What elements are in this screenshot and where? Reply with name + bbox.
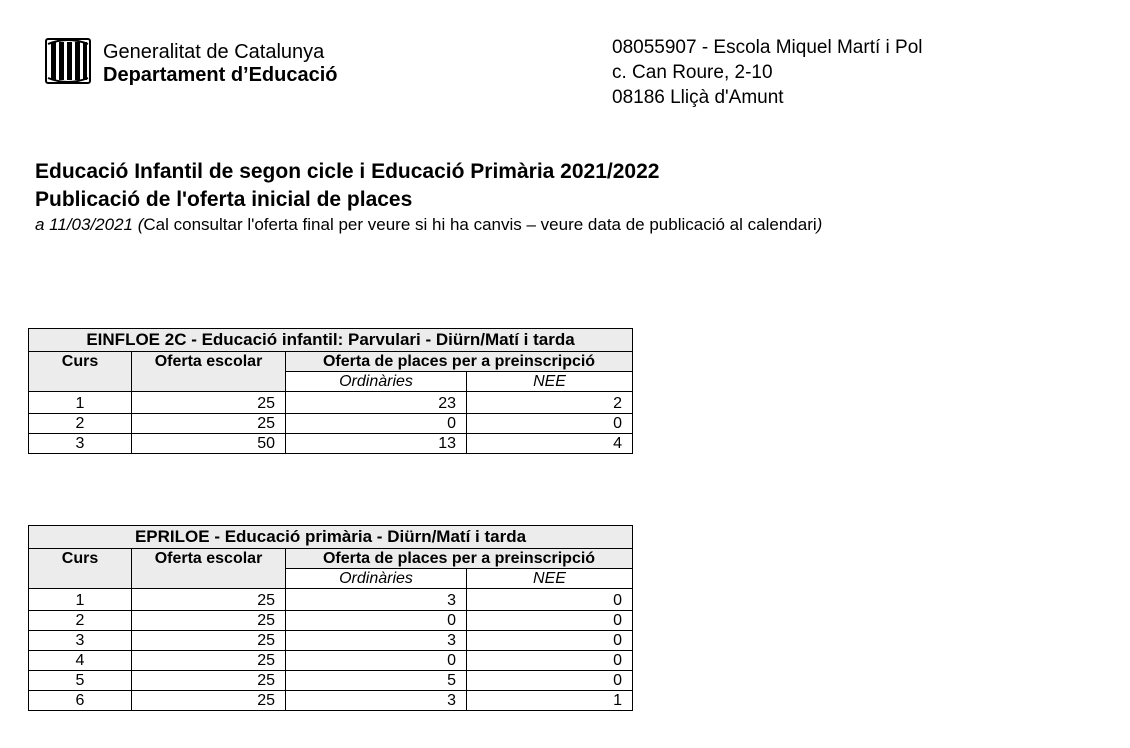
cell-nee: 0 xyxy=(467,414,633,434)
cell-curs: 4 xyxy=(29,651,132,671)
table-row xyxy=(29,671,633,691)
open-paren: ( xyxy=(133,215,144,234)
cell-ordinaries: 13 xyxy=(286,434,467,454)
cell-ordinaries: 3 xyxy=(286,591,467,611)
cell-oferta: 25 xyxy=(132,591,286,611)
cell-oferta: 25 xyxy=(132,691,286,711)
cell-curs: 6 xyxy=(29,691,132,711)
cell-oferta: 25 xyxy=(132,651,286,671)
cell-nee: 0 xyxy=(467,671,633,691)
table-title: EINFLOE 2C - Educació infantil: Parvulari - Diürn/Matí i tarda xyxy=(29,329,633,352)
cell-ordinaries: 0 xyxy=(286,611,467,631)
col-header-ordinaries: Ordinàries xyxy=(286,569,467,589)
cell-oferta: 50 xyxy=(132,434,286,454)
col-header-ordinaries: Ordinàries xyxy=(286,372,467,392)
cell-curs: 3 xyxy=(29,631,132,651)
table-row xyxy=(29,651,633,671)
title-line-2: Publicació de l'oferta inicial de places xyxy=(35,188,413,211)
cell-ordinaries: 5 xyxy=(286,671,467,691)
table-row xyxy=(29,591,633,611)
col-header-curs: Curs xyxy=(29,549,132,589)
page-title xyxy=(35,158,659,214)
cell-ordinaries: 23 xyxy=(286,394,467,414)
table-title: EPRILOE - Educació primària - Diürn/Matí i tarda xyxy=(29,526,633,549)
publication-date: a 11/03/2021 xyxy=(35,215,133,234)
school-line: 08055907 - Escola Miquel Martí i Pol xyxy=(612,37,923,58)
cell-nee: 0 xyxy=(467,591,633,611)
cell-curs: 2 xyxy=(29,611,132,631)
cell-nee: 0 xyxy=(467,611,633,631)
col-header-nee: NEE xyxy=(467,372,633,392)
col-header-nee: NEE xyxy=(467,569,633,589)
table-einfloe xyxy=(28,328,633,454)
col-header-preinscripcio: Oferta de places per a preinscripció xyxy=(286,549,633,569)
school-block xyxy=(612,35,923,110)
table-epriloe xyxy=(28,525,633,711)
table-row xyxy=(29,394,633,414)
table-row xyxy=(29,631,633,651)
col-header-oferta-escolar: Oferta escolar xyxy=(132,549,286,589)
cell-oferta: 25 xyxy=(132,671,286,691)
col-header-oferta-escolar: Oferta escolar xyxy=(132,352,286,392)
cell-ordinaries: 0 xyxy=(286,414,467,434)
cell-nee: 0 xyxy=(467,631,633,651)
cell-oferta: 25 xyxy=(132,611,286,631)
postal-line: 08186 Lliçà d'Amunt xyxy=(612,87,784,108)
cell-ordinaries: 3 xyxy=(286,691,467,711)
generalitat-emblem-icon xyxy=(45,38,91,84)
cell-curs: 1 xyxy=(29,394,132,414)
col-header-preinscripcio: Oferta de places per a preinscripció xyxy=(286,352,633,372)
table-row xyxy=(29,611,633,631)
table-row xyxy=(29,691,633,711)
table-row xyxy=(29,414,633,434)
cell-curs: 2 xyxy=(29,414,132,434)
table-row xyxy=(29,434,633,454)
org-name: Generalitat de Catalunya xyxy=(103,41,325,63)
cell-oferta: 25 xyxy=(132,631,286,651)
cell-oferta: 25 xyxy=(132,394,286,414)
cell-ordinaries: 0 xyxy=(286,651,467,671)
title-line-1: Educació Infantil de segon cicle i Educació Primària 2021/2022 xyxy=(35,160,660,183)
department-name: Departament d’Educació xyxy=(103,64,338,86)
cell-curs: 1 xyxy=(29,591,132,611)
cell-curs: 3 xyxy=(29,434,132,454)
cell-nee: 1 xyxy=(467,691,633,711)
organization-block xyxy=(103,41,338,87)
cell-curs: 5 xyxy=(29,671,132,691)
cell-nee: 2 xyxy=(467,394,633,414)
close-paren: ) xyxy=(816,215,823,234)
col-header-curs: Curs xyxy=(29,352,132,392)
publication-note xyxy=(35,215,822,235)
cell-ordinaries: 3 xyxy=(286,631,467,651)
publication-note-text: Cal consultar l'oferta final per veure si hi ha canvis – veure data de publicació al calendari xyxy=(143,215,817,234)
cell-nee: 0 xyxy=(467,651,633,671)
address-line: c. Can Roure, 2-10 xyxy=(612,62,773,83)
cell-oferta: 25 xyxy=(132,414,286,434)
cell-nee: 4 xyxy=(467,434,633,454)
generalitat-logo xyxy=(45,38,91,84)
